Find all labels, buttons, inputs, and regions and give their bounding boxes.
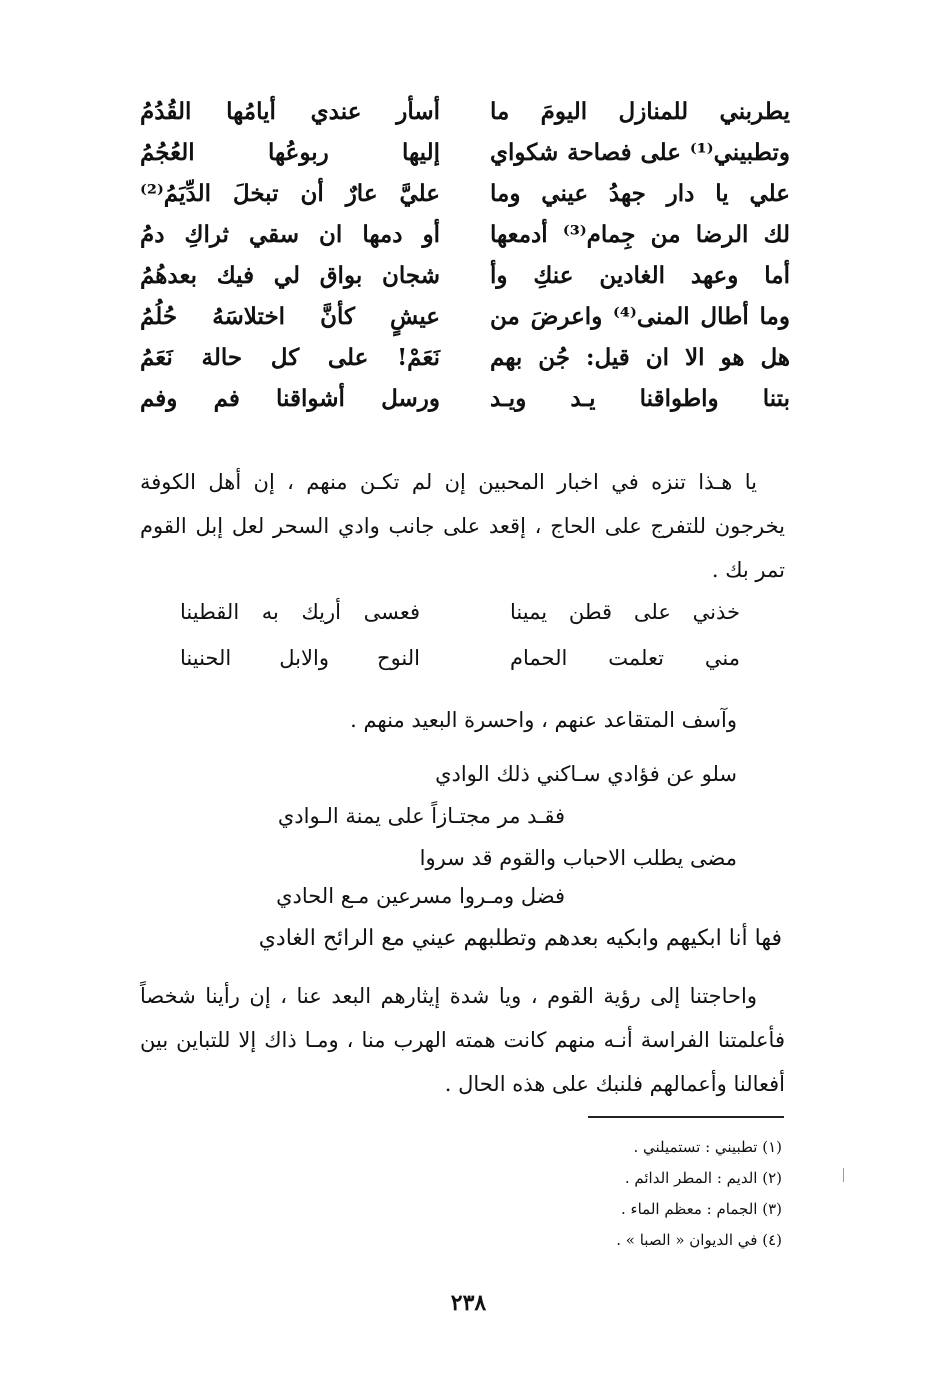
verse-row bbox=[140, 646, 790, 692]
prose-paragraph-3 bbox=[140, 974, 785, 1106]
second-hemistich: شجان بواق لي فيك بعدهُمُ bbox=[140, 262, 440, 289]
verse-line: فها أنا ابكيهم وابكيه بعدهم وتطلبهم عيني مع الرائح الغادي bbox=[258, 926, 782, 951]
first-hemistich: وتطبيني⁽¹⁾ على فصاحة شكواي bbox=[490, 139, 790, 166]
first-hemistich: أما وعهد الغادين عنكِ وأ bbox=[490, 262, 790, 289]
paragraph-text: يا هـذا تنزه في اخبار المحبين إن لم تكـن منهم ، إن أهل الكوفة يخرجون للتفرج على الحاج ، إقعد على جانب وادي السحر لعل إبل القوم تمر بك . bbox=[140, 470, 785, 582]
prose-paragraph-1 bbox=[140, 460, 785, 592]
poem-stanza-2 bbox=[140, 600, 790, 692]
verse-line: فضل ومـروا مسرعين مـع الحادي bbox=[276, 884, 565, 908]
second-hemistich: فعسى أريك به القطينا bbox=[180, 600, 420, 624]
prose-line-2: وآسف المتقاعد عنهم ، واحسرة البعيد منهم . bbox=[350, 708, 737, 732]
second-hemistich: النوح والابل الحنينا bbox=[180, 646, 420, 670]
first-hemistich: علي يا دار جهدُ عيني وما bbox=[490, 180, 790, 207]
first-hemistich: خذني على قطن يمينا bbox=[510, 600, 740, 624]
verse-row bbox=[140, 303, 790, 344]
first-hemistich: بتنا واطواقنا يـد ويـد bbox=[490, 385, 790, 412]
footnotes bbox=[616, 1132, 782, 1256]
verse-row bbox=[140, 221, 790, 262]
first-hemistich: لك الرضا من جِمام⁽³⁾ أدمعها bbox=[490, 221, 791, 248]
first-hemistich: هل هو الا ان قيل: جُن بهم bbox=[490, 344, 790, 371]
footnote: (٤) في الديوان « الصبا » . bbox=[616, 1231, 782, 1249]
footnote: (٣) الجمام : معظم الماء . bbox=[621, 1200, 782, 1218]
second-hemistich: ورسل أشواقنا فم وفم bbox=[140, 385, 440, 412]
footnote: (٢) الديم : المطر الدائم . bbox=[624, 1169, 782, 1187]
footnote: (١) تطبيني : تستميلني . bbox=[633, 1138, 782, 1156]
verse-line: مضى يطلب الاحباب والقوم قد سروا bbox=[419, 846, 737, 870]
second-hemistich: نَعَمْ! على كل حالة نَعَمُ bbox=[140, 344, 440, 371]
verse-row bbox=[140, 139, 790, 180]
second-hemistich: أو دمها ان سقي ثراكِ دمُ bbox=[140, 221, 440, 248]
verse-row bbox=[140, 180, 790, 221]
verse-row bbox=[140, 98, 790, 139]
verse-line: سلو عن فؤادي سـاكني ذلك الوادي bbox=[435, 762, 737, 786]
second-hemistich: عيشٍ كأنَّ اختلاسَهُ حُلُمُ bbox=[140, 303, 440, 330]
verse-row bbox=[140, 262, 790, 303]
second-hemistich: إليها ربوعُها العُجُمُ bbox=[140, 139, 440, 166]
first-hemistich: وما أطال المنى⁽⁴⁾ واعرضَ من bbox=[490, 303, 790, 330]
first-hemistich: يطربني للمنازل اليومَ ما bbox=[490, 98, 790, 125]
page-number: ٢٣٨ bbox=[450, 1290, 487, 1316]
footnote-separator bbox=[588, 1116, 784, 1118]
poem-stanza-1 bbox=[140, 98, 790, 426]
scan-artifact bbox=[843, 1168, 844, 1182]
second-hemistich: أسأر عندي أيامُها القُدُمُ bbox=[140, 98, 440, 125]
verse-row bbox=[140, 600, 790, 646]
verse-line: فقـد مر مجتـازاً على يمنة الـوادي bbox=[277, 804, 565, 828]
verse-row bbox=[140, 344, 790, 385]
second-hemistich: عليَّ عارٌ أن تبخلَ الدِّيَمُ⁽²⁾ bbox=[140, 180, 440, 207]
paragraph-text: واحاجتنا إلى رؤية القوم ، ويا شدة إيثارهم البعد عنا ، إن رأينا شخصاً فأعلمتنا الفراسة أنـه منهم كانت همته الهرب منا ، ومـا ذاك إلا للتباين بين أفعالنا وأعمالهم فلنبك على هذه الحال . bbox=[140, 984, 785, 1096]
verse-row bbox=[140, 385, 790, 426]
first-hemistich: مني تعلمت الحمام bbox=[510, 646, 740, 670]
